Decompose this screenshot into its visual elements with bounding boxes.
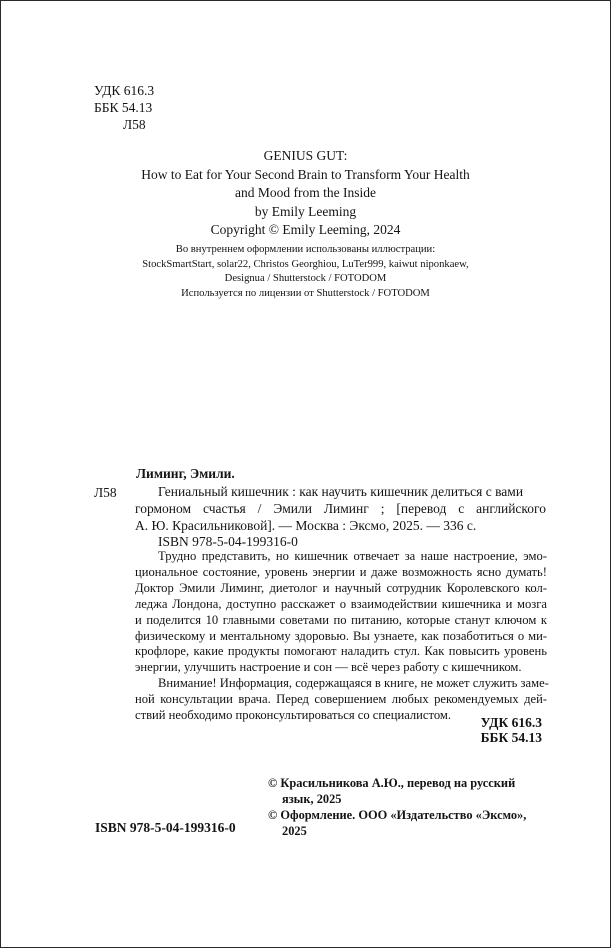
- udk-code: УДК 616.3: [94, 83, 155, 98]
- illustration-credits-line4: Используется по лицензии от Shutterstock / FOTODOM: [181, 288, 430, 300]
- bibliographic-line3: А. Ю. Красильниковой]. — Москва : Эксмо, 2025. — 336 с.: [135, 517, 477, 533]
- illustration-credits-line2: StockSmartStart, solar22, Christos Georghiou, LuTer999, kaiwut niponkaew,: [142, 258, 469, 270]
- bibliographic-line1-wrap: [158, 484, 523, 501]
- original-title: GENIUS GUT:: [263, 148, 348, 163]
- design-copyright-line2: 2025: [282, 824, 307, 838]
- illustration-credits-line1: Во внутреннем оформлении использованы иллюстрации:: [175, 244, 436, 255]
- original-copyright: Copyright © Emily Leeming, 2024: [210, 222, 401, 237]
- catalog-author-mark: Л58: [94, 485, 117, 500]
- illustration-credits: [0, 243, 611, 302]
- warning-line3: ствий необходимо проконсультироваться со специалистом.: [135, 707, 452, 722]
- annotation-line3: Доктор Эмили Лиминг, диетолог и научный сотрудник Королевского кол-: [135, 580, 547, 595]
- original-subtitle-line1: How to Eat for Your Second Brain to Transform Your Health: [141, 166, 470, 182]
- catalog-author-heading: Лиминг, Эмили.: [136, 466, 235, 481]
- classification-codes-bottom: [481, 715, 542, 745]
- bbk-code-bottom: ББК 54.13: [480, 730, 542, 745]
- translation-copyright-line1: © Красильникова А.Ю., перевод на русский: [268, 776, 516, 790]
- translation-copyright-line2: язык, 2025: [282, 792, 342, 806]
- original-byline: by Emily Leeming: [254, 203, 357, 219]
- annotation-line7: крофлоре, какие продукты помогают наладить стул. Как повысить уровень: [135, 644, 547, 659]
- isbn-bottom: ISBN 978-5-04-199316-0: [95, 820, 236, 835]
- udk-code-bottom: УДК 616.3: [480, 715, 542, 730]
- design-copyright: [268, 807, 548, 839]
- copyright-block: [268, 775, 548, 839]
- classification-codes-top: [94, 82, 154, 133]
- warning-line1: Внимание! Информация, содержащаяся в книге, не может служить заме-: [158, 676, 549, 690]
- illustration-credits-line3: Designua / Shutterstock / FOTODOM: [224, 273, 387, 285]
- isbn-catalog: ISBN 978-5-04-199316-0: [158, 534, 298, 549]
- annotation-line6: физическому и ментальному здоровью. Вы узнаете, как позаботиться о ми-: [135, 628, 547, 643]
- original-edition-info: [0, 147, 611, 240]
- bbk-code: ББК 54.13: [94, 100, 153, 115]
- annotation-line5: и поделится 10 главными советами по питанию, которые станут ключом к: [135, 612, 547, 627]
- annotation-line8: энергии, улучшить настроение и сон — всё через работу с кишечником.: [135, 660, 522, 675]
- author-mark: Л58: [123, 117, 146, 132]
- annotation-paragraph: [135, 549, 547, 676]
- annotation-line2: циональное состояние, уровень энергии и даже возможность ясно думать!: [135, 564, 547, 579]
- translation-copyright: [268, 775, 548, 807]
- warning-line2: ной консультации врача. Перед совершением любых рекомендуемых дей-: [135, 691, 547, 706]
- bibliographic-line1: Гениальный кишечник : как научить кишечник делиться с вами: [158, 484, 524, 499]
- annotation-line1: Трудно представить, но кишечник отвечает за наше настроение, эмо-: [158, 549, 547, 563]
- original-subtitle-line2: and Mood from the Inside: [235, 185, 376, 200]
- design-copyright-line1: © Оформление. ООО «Издательство «Эксмо»,: [268, 808, 527, 822]
- bibliographic-line2: гормоном счастья / Эмили Лиминг ; [перевод с английского: [135, 501, 546, 516]
- annotation-line4: леджа Лондона, доступно расскажет о взаимодействии кишечника и мозга: [135, 596, 547, 611]
- bibliographic-record: [135, 501, 546, 534]
